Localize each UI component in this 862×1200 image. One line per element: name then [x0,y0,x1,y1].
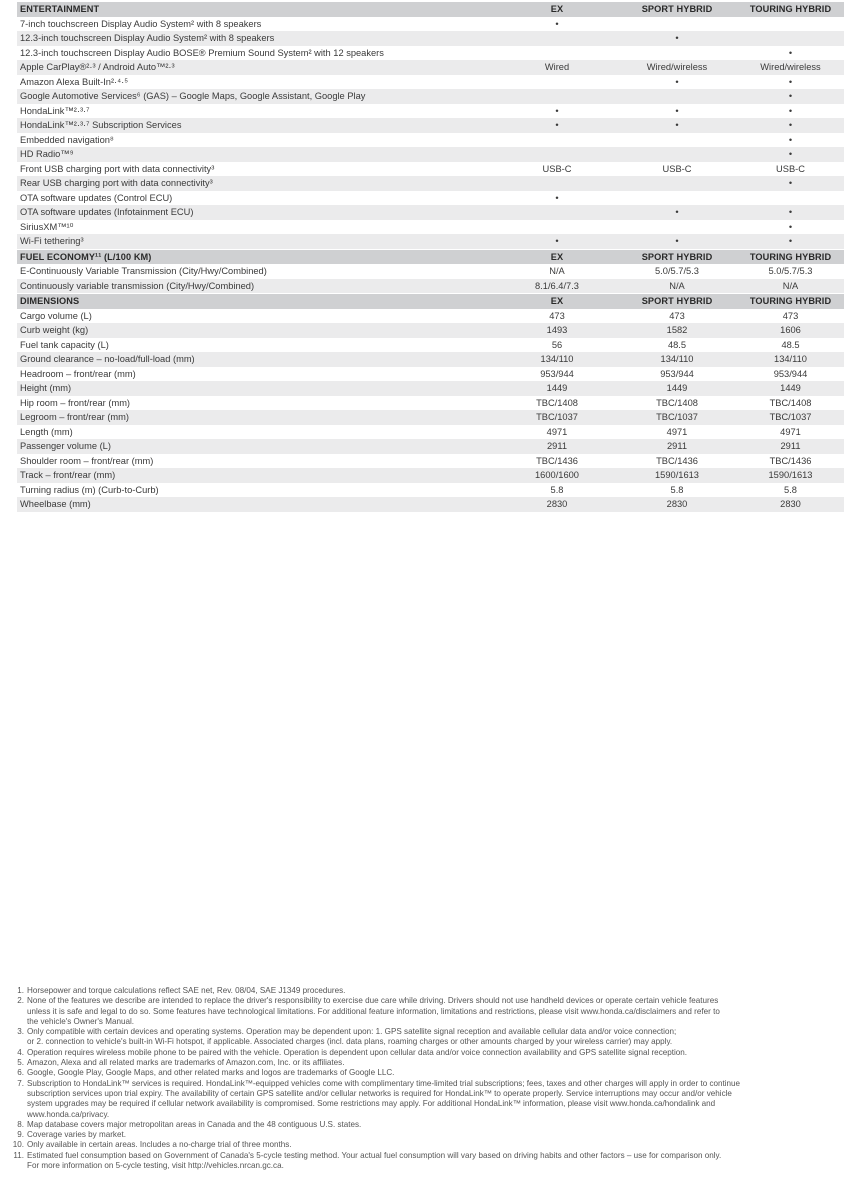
spec-value: • [555,18,559,29]
spec-label: Cargo volume (L) [20,310,92,321]
spec-value: • [675,236,679,246]
footnote-text [27,1140,840,1150]
spec-label: 7-inch touchscreen Display Audio System² with 8 speakers [20,18,262,29]
spec-value: 1582 [666,325,688,335]
footnote-line: unless it is safe and legal to do so. Some features have technological limitations. For additional feature information, limitations and restrictions, please visit www.honda.ca/disclaimers and refer to [27,1006,720,1016]
footnote [10,1079,840,1120]
footnote-line: None of the features we describe are intended to replace the driver's responsibility to exercise due care while driving. Drivers should not use handheld devices or operate certain vehicle features [27,996,719,1006]
spec-value: 473 [782,310,799,321]
spec-value: N/A [549,266,565,276]
spec-row [17,352,844,367]
spec-label: E-Continuously Variable Transmission (City/Hwy/Combined) [20,266,267,276]
section-title: ENTERTAINMENT [20,4,100,14]
footnote-line: Operation requires wireless mobile phone to be paired with the vehicle. Operation is dependent upon cellular data and/or voice connection availability and GPS satellite signal reception. [27,1047,688,1057]
footnote [10,1130,840,1140]
footnote-number: 11. [13,1150,24,1160]
spec-label: Passenger volume (L) [20,441,111,451]
spec-row [17,338,844,353]
spec-value: 1449 [666,383,688,393]
spec-value: N/A [669,280,685,291]
spec-label: Amazon Alexa Built-In²·⁴·⁵ [20,76,129,87]
spec-row [17,425,844,440]
footnote [10,1120,840,1130]
spec-row [17,483,844,498]
section-title: DIMENSIONS [20,296,80,306]
footnote [10,1151,840,1172]
spec-section [17,250,844,294]
spec-value: TBC/1408 [656,397,698,408]
spec-value: • [788,134,793,145]
spec-value: TBC/1436 [656,455,698,466]
spec-value: • [555,120,559,130]
spec-row [17,234,844,249]
spec-label: OTA software updates (Infotainment ECU) [20,207,194,217]
spec-value: • [788,207,793,217]
footnote-number: 10. [12,1140,24,1150]
spec-value: 1590/1613 [655,470,699,480]
spec-value: 5.8 [550,484,564,495]
spec-row [17,497,844,512]
spec-row [17,176,844,191]
spec-row [17,31,844,46]
footnote-text [27,1068,840,1078]
spec-label: HD Radio™⁹ [20,149,74,159]
footnote-line: or 2. connection to vehicle's built-in Wi-Fi hotspot, if applicable. Associated charges (incl. data plans, roaming charges or other amounts charged by your wireless carrier) may apply. [27,1037,673,1047]
footnote [10,1027,840,1048]
spec-row [17,367,844,382]
spec-row [17,323,844,338]
spec-value: TBC/1436 [536,455,578,466]
footnote-text [27,996,840,1027]
trim-column-header: TOURING HYBRID [749,296,832,306]
footnote [10,996,840,1027]
footnote-text [27,1027,840,1048]
section-header-row [17,250,844,265]
footnote-number: 2. [17,996,24,1006]
footnote-number: 7. [17,1078,24,1088]
spec-row [17,396,844,411]
spec-label: Curb weight (kg) [20,325,89,335]
spec-row [17,220,844,235]
footnote-line: For more information on 5-cycle testing, visit http://vehicles.nrcan.gc.ca. [27,1161,284,1171]
footnote [10,1058,840,1068]
spec-row [17,133,844,148]
spec-value: 1606 [780,325,801,335]
spec-row [17,468,844,483]
footnote-text [27,986,840,996]
spec-value: USB-C [662,163,692,174]
spec-row [17,264,844,279]
trim-column-header: TOURING HYBRID [749,251,832,262]
spec-label: Continuously variable transmission (City/Hwy/Combined) [20,280,255,291]
trim-column-header: SPORT HYBRID [641,4,713,14]
spec-label: 12.3-inch touchscreen Display Audio System² with 8 speakers [20,33,275,43]
spec-value: Wired/wireless [760,62,821,72]
spec-label: 12.3-inch touchscreen Display Audio BOSE® Premium Sound System² with 12 speakers [20,47,384,58]
spec-value: • [788,221,793,232]
spec-value: • [555,192,559,203]
footnote-line: Coverage varies by market. [27,1130,126,1140]
spec-section [17,2,844,249]
footnote-number: 6. [17,1068,24,1078]
spec-label: Wi-Fi tethering³ [20,236,84,246]
footnote [10,986,840,996]
footnote [10,1068,840,1078]
spec-value: 2830 [780,499,801,509]
spec-value: 953/944 [773,368,808,379]
spec-row [17,104,844,119]
footnote-text [27,1058,840,1068]
footnote-number: 3. [17,1027,24,1037]
footnote-line: Only available in certain areas. Includes a no-charge trial of three months. [27,1140,292,1150]
spec-value: 2911 [780,441,801,451]
footnote-text [27,1079,840,1120]
spec-label: Embedded navigation⁸ [20,134,114,145]
spec-label: Rear USB charging port with data connectivity³ [20,178,213,188]
spec-section [17,294,844,512]
spec-label: Front USB charging port with data connectivity³ [20,163,215,174]
spec-row [17,439,844,454]
footnote-text [27,1130,840,1140]
spec-value: TBC/1408 [769,397,812,408]
footnote-text [27,1151,840,1172]
spec-value: 1449 [546,383,568,393]
spec-value: TBC/1037 [769,412,812,422]
spec-value: 1493 [546,325,568,335]
spec-label: Shoulder room – front/rear (mm) [20,455,154,466]
spec-label: Google Automotive Services⁶ (GAS) – Google Maps, Google Assistant, Google Play [20,91,366,101]
spec-label: Hip room – front/rear (mm) [20,397,131,408]
spec-value: TBC/1037 [536,412,578,422]
spec-row [17,60,844,75]
footnote-text [27,1048,840,1058]
spec-value: 2911 [667,441,687,451]
spec-value: TBC/1037 [656,412,698,422]
spec-label: Legroom – front/rear (mm) [20,412,130,422]
footnote-number: 9. [17,1130,24,1140]
spec-row [17,410,844,425]
spec-value: TBC/1408 [536,397,578,408]
spec-label: Headroom – front/rear (mm) [20,368,136,379]
spec-value: USB-C [542,163,572,174]
spec-value: 5.0/5.7/5.3 [768,266,813,276]
spec-label: Ground clearance – no-load/full-load (mm) [20,354,195,364]
footnote [10,1140,840,1150]
spec-value: 1590/1613 [768,470,813,480]
spec-row [17,279,844,294]
spec-row [17,162,844,177]
spec-value: 473 [669,310,685,321]
spec-value: 48.5 [667,339,687,350]
trim-column-header: EX [550,4,564,14]
spec-value: 134/110 [774,354,807,364]
footnote [10,1048,840,1058]
footnote-line: Horsepower and torque calculations reflect SAE net, Rev. 08/04, SAE J1349 procedures. [27,986,346,995]
spec-value: TBC/1436 [769,455,812,466]
trim-column-header: SPORT HYBRID [641,251,713,262]
spec-value: 5.8 [670,484,684,495]
trim-column-header: SPORT HYBRID [641,296,713,306]
spec-value: • [675,76,679,87]
spec-value: 4971 [780,426,801,437]
spec-value: USB-C [776,163,805,174]
spec-value: • [788,91,793,101]
spec-value: 8.1/6.4/7.3 [535,280,579,291]
spec-label: Track – front/rear (mm) [20,470,116,480]
spec-label: HondaLink™²·³·⁷ Subscription Services [20,120,182,130]
section-title: FUEL ECONOMY¹¹ (L/100 KM) [20,251,152,262]
spec-label: Length (mm) [20,426,73,437]
spec-row [17,89,844,104]
spec-value: 5.8 [784,484,797,495]
spec-value: 2911 [547,441,567,451]
spec-row [17,118,844,133]
spec-value: • [788,236,793,246]
spec-label: Height (mm) [20,383,72,393]
trim-column-header: TOURING HYBRID [749,4,832,14]
footnote-number: 8. [17,1119,24,1129]
footnote-line: www.honda.ca/privacy. [27,1109,110,1119]
spec-label: Turning radius (m) (Curb-to-Curb) [20,484,159,495]
footnote-line: Estimated fuel consumption based on Government of Canada's 5-cycle testing method. Your actual fuel consumption will vary based on driving habits and other factors – use for comparison only. [27,1150,722,1160]
spec-value: N/A [782,280,799,291]
spec-value: 56 [551,339,563,350]
footnote-line: subscription services upon trial expiry. The availability of certain GPS satellite and/or cellular networks is required for HondaLink™ to operate properly. Service interruptions may occur and/or vehicle [27,1088,732,1098]
spec-row [17,381,844,396]
trim-column-header: EX [550,251,564,262]
spec-value: • [675,120,679,130]
footnote-number: 5. [17,1058,24,1068]
section-header-row [17,294,844,309]
spec-label: Fuel tank capacity (L) [20,339,109,350]
spec-value: 134/110 [660,354,694,364]
spec-value: • [675,33,679,43]
spec-label: SiriusXM™¹⁰ [20,221,74,232]
spec-value: Wired [544,62,570,72]
spec-value: • [675,105,679,116]
spec-value: 48.5 [781,339,800,350]
footnote-number: 1. [17,986,24,995]
spec-value: Wired/wireless [646,62,708,72]
spec-value: 1449 [780,383,801,393]
footnotes [10,986,840,1171]
spec-row [17,191,844,206]
spec-value: 953/944 [660,368,694,379]
trim-column-header: EX [550,296,564,306]
spec-label: Wheelbase (mm) [20,499,91,509]
spec-value: • [788,105,793,116]
spec-tables [17,2,844,513]
spec-value: • [555,236,559,246]
footnote-line: Only compatible with certain devices and operating systems. Operation may be dependent upon: 1. GPS satellite signal reception and available cellular data and/or voice connection; [27,1027,677,1037]
spec-value: 4971 [546,426,568,437]
spec-row [17,147,844,162]
footnote-line: system upgrades may be required if cellular network availability is compromised. Some restrictions may apply. For additional HondaLink™ information, please visit www.honda.ca/hondalink and [27,1099,716,1109]
spec-label: HondaLink™²·³·⁷ [20,105,90,116]
spec-value: • [788,76,793,87]
section-header-row [17,2,844,17]
spec-row [17,309,844,324]
spec-value: 1600/1600 [535,470,579,480]
spec-value: 4971 [666,426,688,437]
spec-label: OTA software updates (Control ECU) [20,192,173,203]
footnote-line: the vehicle's Owner's Manual. [27,1016,135,1026]
spec-row [17,454,844,469]
spec-value: • [788,178,793,188]
spec-row [17,75,844,90]
spec-value: • [675,207,679,217]
spec-value: 134/110 [540,354,574,364]
spec-row [17,17,844,32]
spec-row [17,205,844,220]
spec-value: 953/944 [540,368,574,379]
footnote-line: Amazon, Alexa and all related marks are trademarks of Amazon.com, Inc. or its affiliates. [27,1058,345,1068]
spec-value: 2830 [546,499,568,509]
spec-value: • [788,120,793,130]
footnote-line: Subscription to HondaLink™ services is required. HondaLink™-equipped vehicles come with complimentary time-limited trial subscriptions; fees, taxes and other charges will apply in order to continue [27,1078,741,1088]
spec-value: • [555,105,559,116]
spec-row [17,46,844,61]
footnote-line: Google, Google Play, Google Maps, and other related marks and logos are trademarks of Google LLC. [27,1068,395,1078]
spec-value: 473 [549,310,565,321]
spec-value: • [788,47,793,58]
spec-value: 2830 [666,499,688,509]
footnote-line: Map database covers major metropolitan areas in Canada and the 48 contiguous U.S. states. [27,1119,362,1129]
footnote-number: 4. [17,1047,24,1057]
spec-value: 5.0/5.7/5.3 [655,266,699,276]
footnote-text [27,1120,840,1130]
spec-value: • [788,149,793,159]
spec-label: Apple CarPlay®²·³ / Android Auto™²·³ [20,62,175,72]
